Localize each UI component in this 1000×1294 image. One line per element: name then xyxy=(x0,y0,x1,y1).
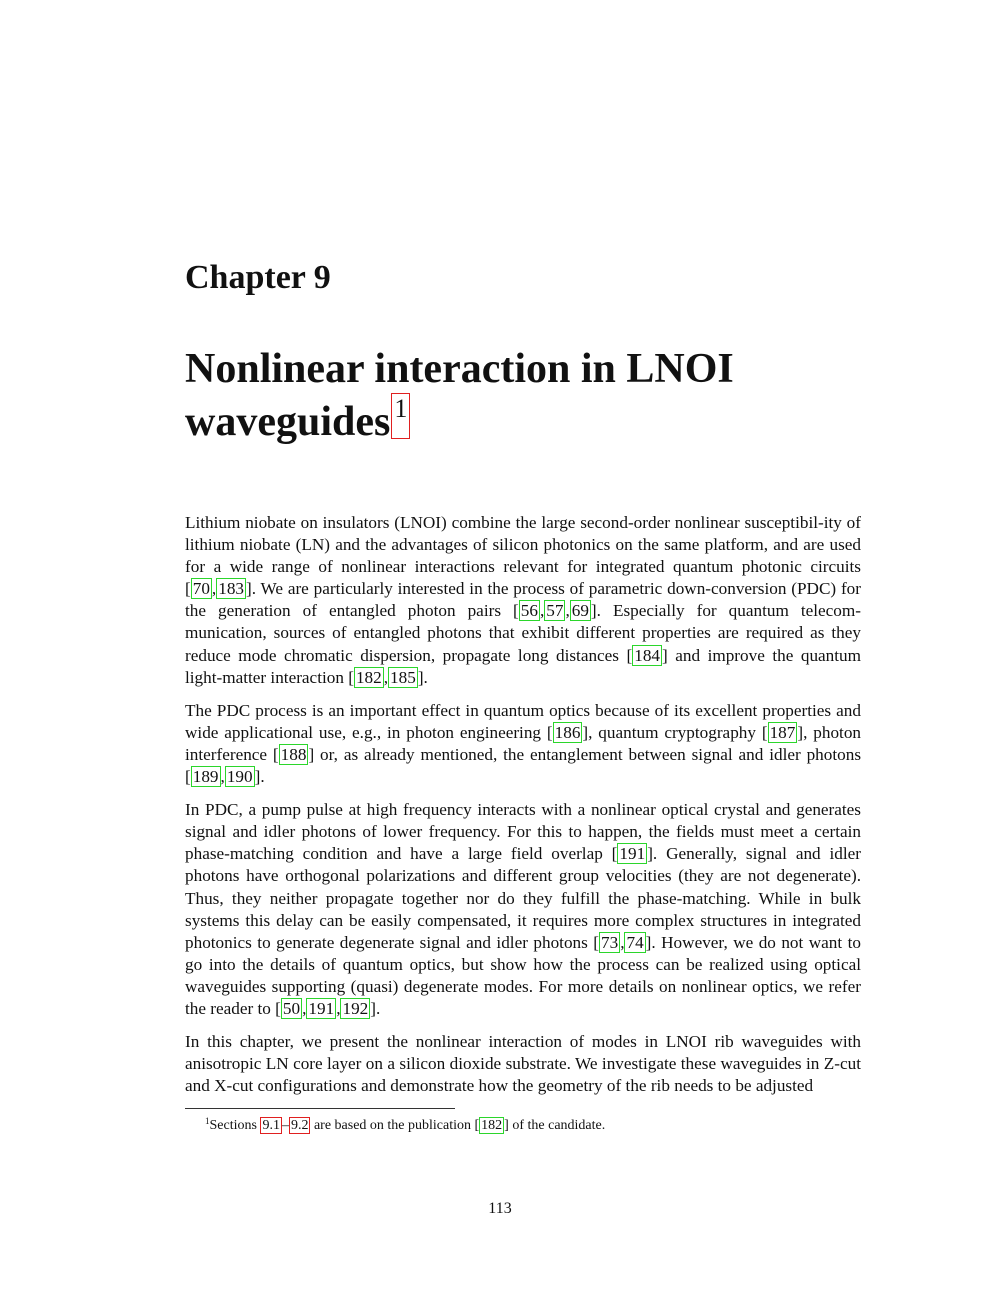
footnote-text-before: Sections xyxy=(209,1118,261,1133)
paragraph xyxy=(185,799,861,1020)
paragraph xyxy=(185,512,861,689)
citation-link[interactable]: 190 xyxy=(226,767,253,787)
paragraph-text: , xyxy=(539,601,545,621)
paragraph-text: ]. Especially for quantum telecom-munication, sources of entangled photons that exhibit different properties are required as they reduce mode chromatic dispersion, propagate long distances [ xyxy=(185,601,861,665)
paragraph-text: , xyxy=(302,998,307,1018)
footnote-text-mid: are based on the publication [ xyxy=(310,1118,480,1133)
footnote-mark: 1 xyxy=(205,1116,210,1126)
citation-link[interactable]: 191 xyxy=(619,844,646,864)
citation-link[interactable]: 183 xyxy=(218,579,244,599)
citation-link[interactable]: 70 xyxy=(192,579,210,599)
citation-link[interactable]: 189 xyxy=(192,767,219,787)
paragraph-text: , xyxy=(211,579,217,599)
paragraph-text: In PDC, a pump pulse at high frequency interacts with a nonlinear optical crystal and generates signal and idler photons of lower frequency. For this to happen, the fields must meet a certain phase-matching condition and have a large field overlap [ xyxy=(185,800,861,864)
paragraph xyxy=(185,1031,861,1097)
footnote-separator xyxy=(185,1108,455,1109)
paragraph-text: The PDC process is an important effect in quantum optics because of its excellent properties and wide applicational use, e.g., in photon engineering [ xyxy=(185,700,861,742)
paragraph-text: , xyxy=(220,767,225,787)
paragraph xyxy=(185,700,861,788)
citation-link[interactable]: 69 xyxy=(571,601,589,621)
citation-link[interactable]: 185 xyxy=(390,667,416,687)
paragraph-text: ]. xyxy=(254,767,265,787)
paragraph-text: ] or, as already mentioned, the entanglement between signal and idler photons [ xyxy=(185,744,862,787)
citation-link[interactable]: 192 xyxy=(342,998,369,1018)
body-text xyxy=(185,512,861,1108)
paragraph-text: , xyxy=(336,998,341,1018)
paragraph-text: ], photon interference [ xyxy=(185,722,862,764)
chapter-label: Chapter 9 xyxy=(185,259,331,296)
citation-link[interactable]: 74 xyxy=(626,932,644,952)
paragraph-text: , xyxy=(620,932,625,952)
paragraph-text: ]. Generally, signal and idler photons have orthogonal polarizations and different group velocities (they are not degenerate). Thus, they neither propagate together nor do they fulfill the phase-matching. While in bulk systems this delay can be easily compensated, it requires more complex structures in integrated photonics to generate degenerate signal and idler photons [ xyxy=(185,844,861,952)
footnote-dash: – xyxy=(281,1118,289,1133)
paragraph-text: In this chapter, we present the nonlinear interaction of modes in LNOI rib waveguides with anisotropic LN core layer on a silicon dioxide substrate. We investigate these waveguides in Z-cut and X-cut configurations and demonstrate how the geometry of the rib needs to be adjusted xyxy=(185,1032,861,1096)
paragraph-text: ]. xyxy=(370,998,381,1018)
section-reference-link[interactable]: 9.2 xyxy=(290,1118,309,1133)
citation-link[interactable]: 56 xyxy=(520,601,538,621)
paragraph-text: , xyxy=(383,667,389,687)
paragraph-text: ] and improve the quantum light-matter interaction [ xyxy=(185,645,861,687)
paragraph-text: ], quantum cryptography [ xyxy=(582,722,768,742)
footnote-reference-link[interactable]: 1 xyxy=(391,393,410,439)
citation-link[interactable]: 187 xyxy=(769,722,796,742)
citation-link[interactable]: 182 xyxy=(355,667,382,687)
citation-link[interactable]: 188 xyxy=(280,744,307,764)
chapter-title-line2: waveguides xyxy=(185,399,391,445)
citation-link[interactable]: 191 xyxy=(308,998,335,1018)
paragraph-text: ]. xyxy=(417,667,428,687)
chapter-title-line1: Nonlinear interaction in LNOI xyxy=(185,346,734,392)
citation-link[interactable]: 57 xyxy=(546,601,564,621)
paragraph-text: , xyxy=(565,601,570,621)
citation-link[interactable]: 73 xyxy=(601,932,619,952)
paragraph-text: ]. We are particularly interested in the process of parametric down-conversion (PDC) for the generation of entangled photon pairs [ xyxy=(185,579,861,621)
chapter-title xyxy=(185,345,865,446)
citation-link[interactable]: 184 xyxy=(634,645,661,665)
citation-link[interactable]: 182 xyxy=(481,1118,503,1133)
page-number: 113 xyxy=(488,1200,512,1217)
paragraph-text: ]. However, we do not want to go into the details of quantum optics, but show how the process can be realized using optical waveguides supporting (quasi) degenerate modes. For more details on nonlinear optics, we refer the reader to [ xyxy=(185,932,861,1018)
section-reference-link[interactable]: 9.1 xyxy=(262,1118,280,1133)
footnote-text-after: ] of the candidate. xyxy=(504,1118,606,1133)
citation-link[interactable]: 186 xyxy=(554,722,581,742)
footnote xyxy=(205,1112,605,1135)
paragraph-text: Lithium niobate on insulators (LNOI) combine the large second-order nonlinear susceptibil-ity of lithium niobate (LN) and the advantages of silicon photonics on the same platform, and are used for a wide range of nonlinear interactions relevant for integrated quantum photonic circuits [ xyxy=(185,513,861,599)
citation-link[interactable]: 50 xyxy=(282,998,301,1018)
